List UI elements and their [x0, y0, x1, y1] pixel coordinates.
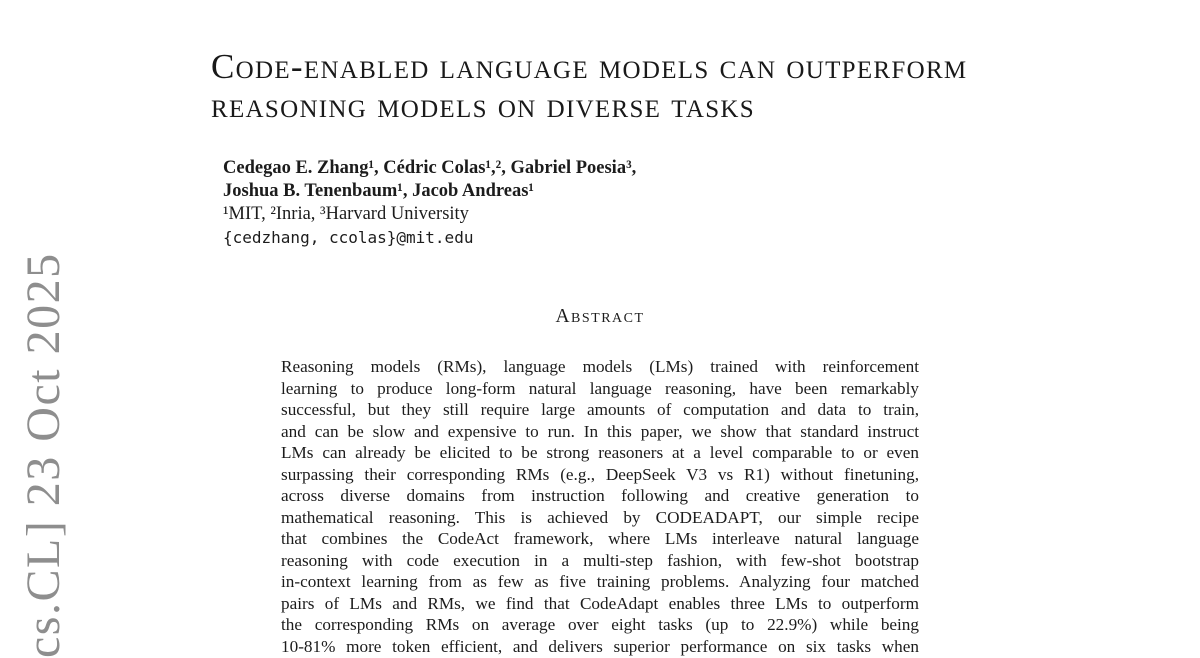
author-names-line-2: Joshua B. Tenenbaum¹, Jacob Andreas¹ [223, 181, 534, 201]
author-names-line-1: Cedegao E. Zhang¹, Cédric Colas¹,², Gabriel Poesia³, [223, 158, 637, 178]
title-line-1: Code-enabled language models can outperform [211, 47, 968, 86]
authors-block [223, 157, 636, 249]
abstract-line: surpassing their corresponding RMs (e.g., DeepSeek V3 vs R1) without finetuning, [281, 464, 919, 484]
abstract-paragraph [281, 356, 919, 657]
abstract-line: Reasoning models (RMs), language models (LMs) trained with reinforcement [281, 357, 919, 376]
abstract-line: mathematical reasoning. This is achieved by CODEADAPT, our simple recipe [281, 507, 919, 527]
abstract-line: reasoning with code execution in a multi-step fashion, with few-shot bootstrap [281, 550, 919, 570]
abstract-line: learning to produce long-form natural language reasoning, have been remarkably [281, 378, 919, 398]
abstract-line: that combines the CodeAct framework, where LMs interleave natural language [281, 529, 919, 548]
affiliations-line: ¹MIT, ²Inria, ³Harvard University [223, 204, 469, 224]
abstract-heading: Abstract [555, 306, 645, 327]
contact-email: {cedzhang, ccolas}@mit.edu [223, 228, 474, 247]
paper-title [211, 47, 967, 125]
title-line-2: reasoning models on diverse tasks [211, 86, 755, 125]
abstract-line: and can be slow and expensive to run. In this paper, we show that standard instruct [281, 421, 919, 441]
abstract-line: across diverse domains from instruction following and creative generation to [281, 486, 919, 505]
abstract-line: in-context learning from as few as five training problems. Analyzing four matched [281, 572, 919, 591]
abstract-line: 10-81% more token efficient, and delivers superior performance on six tasks when [281, 636, 919, 656]
abstract-line: the corresponding RMs on average over eight tasks (up to 22.9%) while being [281, 615, 919, 634]
abstract-line: LMs can already be elicited to be strong reasoners at a level comparable to or even [281, 443, 919, 462]
abstract-line: pairs of LMs and RMs, we find that CodeAdapt enables three LMs to outperform [281, 593, 919, 613]
abstract-line: successful, but they still require large amounts of computation and data to train, [281, 400, 919, 419]
arxiv-watermark: cs.CL] 23 Oct 2025 [17, 252, 70, 658]
